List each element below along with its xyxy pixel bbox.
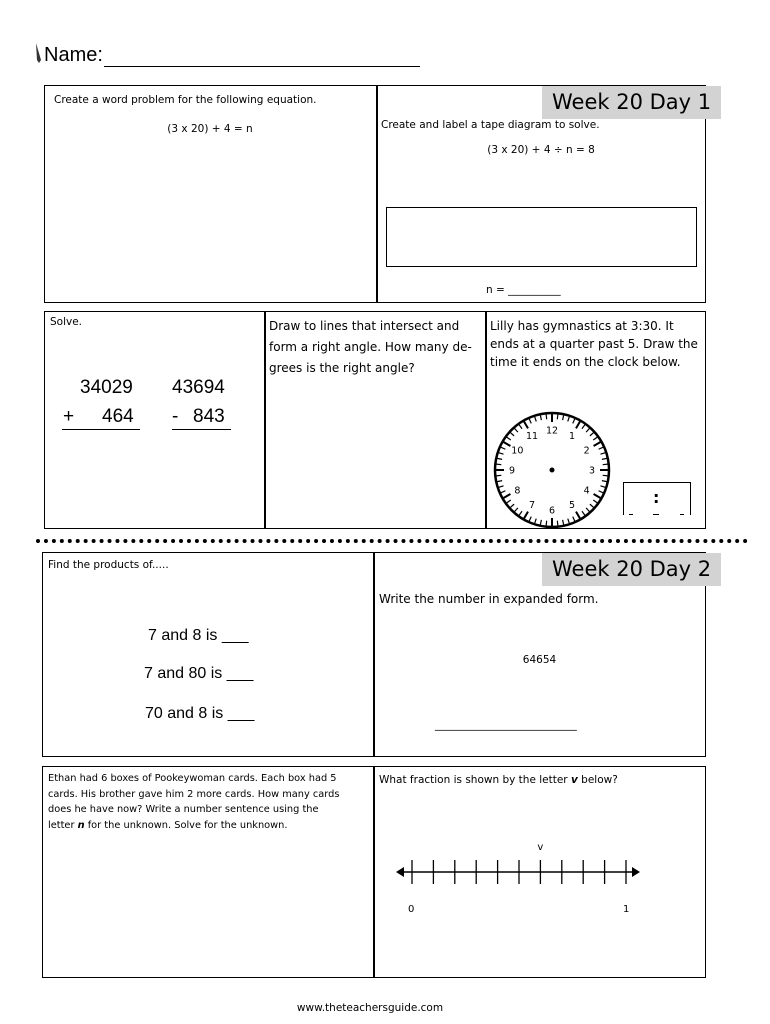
solve-instruction: Solve. — [50, 316, 83, 328]
word-problem-equation: (3 x 20) + 4 = n — [167, 123, 253, 135]
problem2-top: 43694 — [172, 377, 225, 398]
day1-bottom-divider-2 — [485, 311, 487, 529]
word-problem-instruction: Create a word problem for the following equation. — [54, 94, 317, 106]
clock-number: 10 — [511, 445, 524, 457]
day-separator — [36, 539, 748, 543]
ethan-line4: letter n for the unknown. Solve for the unknown. — [48, 819, 288, 831]
tape-diagram-answer: n = __________ — [486, 284, 561, 296]
week20-day2-label: Week 20 Day 2 — [542, 553, 721, 586]
right-angle-line2: form a right angle. How many de- — [269, 340, 472, 354]
digital-clock-dash-mid — [653, 514, 659, 515]
day1-top-divider — [376, 85, 378, 303]
ethan-line1: Ethan had 6 boxes of Pookeywoman cards. Each box had 5 — [48, 773, 337, 784]
product-item-3: 70 and 8 is ___ — [145, 705, 255, 722]
digital-clock-dash-right — [680, 514, 684, 515]
clock-number: 6 — [548, 505, 556, 517]
products-instruction: Find the products of..... — [48, 559, 169, 571]
clock-number: 2 — [583, 445, 590, 457]
product-item-1: 7 and 8 is ___ — [148, 627, 249, 644]
clock-number: 4 — [583, 485, 590, 497]
ethan-problem — [48, 771, 339, 833]
product-item-2: 7 and 80 is ___ — [144, 665, 254, 682]
expanded-number: 64654 — [522, 654, 557, 666]
number-line-zero-label: 0 — [408, 904, 415, 915]
clock-line3: time it ends on the clock below. — [490, 355, 681, 369]
tape-diagram-equation: (3 x 20) + 4 ÷ n = 8 — [487, 144, 595, 156]
expanded-instruction: Write the number in expanded form. — [379, 592, 599, 606]
number-line-one-label: 1 — [623, 904, 630, 915]
clock-number: 7 — [528, 500, 536, 512]
problem1-bottom: 464 — [102, 406, 134, 427]
digital-clock-dash-left — [629, 514, 633, 515]
clock-tick — [496, 475, 501, 476]
ethan-line2: cards. His brother gave him 2 more cards. How many cards — [48, 788, 340, 800]
clock-number: 5 — [568, 500, 576, 512]
clock-number: 11 — [525, 430, 539, 442]
name-label: Name: — [44, 44, 103, 66]
week20-day1-label: Week 20 Day 1 — [542, 86, 721, 119]
clock-tick — [603, 475, 608, 476]
day2-bottom-divider — [373, 766, 375, 978]
problem1-op: + — [63, 406, 75, 427]
problem2-line — [172, 429, 231, 430]
pencil-icon — [34, 42, 44, 64]
problem2-op: - — [172, 406, 179, 427]
problem2-bottom: 843 — [193, 406, 225, 427]
clock-number: 3 — [588, 465, 596, 477]
number-line-marker: v — [537, 842, 544, 853]
clock-tick — [557, 521, 558, 526]
clock-tick — [546, 521, 547, 526]
clock-tick — [496, 464, 501, 465]
footer-url[interactable]: www.theteachersguide.com — [296, 1002, 444, 1014]
clock-line1: Lilly has gymnastics at 3:30. It — [490, 319, 674, 333]
day1-bottom-divider-1 — [264, 311, 266, 529]
ethan-line3: does he have now? Write a number sentence using the — [48, 804, 319, 815]
number-line — [394, 838, 644, 898]
clock-tick — [603, 464, 608, 465]
clock-tick — [557, 414, 558, 419]
digital-clock-colon: : — [653, 488, 660, 507]
tape-diagram-instruction: Create and label a tape diagram to solve. — [381, 119, 600, 131]
problem1-line — [62, 429, 140, 430]
clock-tick — [546, 414, 547, 419]
problem1-top: 34029 — [80, 377, 133, 398]
clock-line2: ends at a quarter past 5. Draw the — [490, 337, 698, 351]
clock-number: 8 — [514, 485, 521, 497]
clock-face[interactable] — [492, 410, 612, 530]
right-angle-line1: Draw to lines that intersect and — [269, 319, 460, 333]
fraction-instruction: What fraction is shown by the letter v below? — [379, 774, 618, 786]
tape-diagram-box[interactable] — [386, 207, 697, 267]
clock-number: 1 — [568, 430, 576, 442]
expanded-answer-line[interactable]: ___________________________ — [435, 719, 577, 731]
right-angle-line3: grees is the right angle? — [269, 361, 415, 375]
clock-number: 9 — [508, 465, 516, 477]
clock-number: 12 — [545, 425, 559, 437]
name-line[interactable] — [104, 66, 420, 67]
